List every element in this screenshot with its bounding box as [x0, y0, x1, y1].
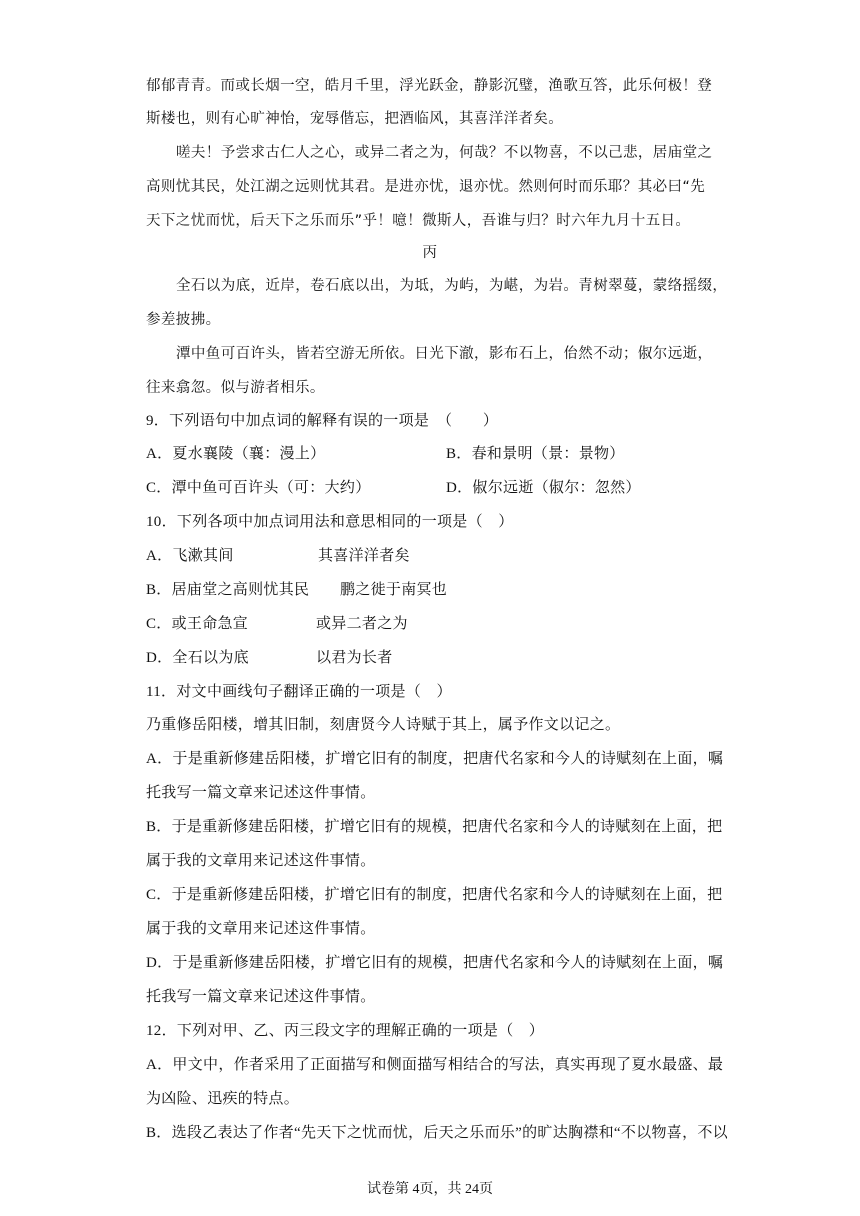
q11-stem: 11．对文中画线句子翻译正确的一项是（ ）	[146, 684, 452, 700]
q9-option-d: D．俶尔远逝（俶尔：忽然）	[446, 480, 641, 496]
q9-stem: 9．下列语句中加点词的解释有误的一项是 （ ）	[146, 413, 499, 429]
q9-option-a: A．夏水襄陵（襄：漫上）	[146, 446, 326, 462]
q11-option-c-line-2: 属于我的文章用来记述这件事情。	[146, 921, 376, 937]
q12-option-a-line-2: 为凶险、迅疾的特点。	[146, 1091, 300, 1107]
q10-option-b-left: B．居庙堂之高则忧其民	[146, 582, 310, 598]
q12-stem: 12．下列对甲、乙、丙三段文字的理解正确的一项是（ ）	[146, 1023, 545, 1039]
passage-bing-line-3: 潭中鱼可百许头，皆若空游无所依。日光下澈，影布石上，佁然不动；俶尔远逝，	[176, 346, 713, 362]
q10-option-a-left: A．飞漱其间	[146, 548, 234, 564]
q10-stem: 10．下列各项中加点词用法和意思相同的一项是（ ）	[146, 514, 514, 530]
passage-bing-heading: 丙	[422, 245, 438, 261]
q11-option-b-line-2: 属于我的文章用来记述这件事情。	[146, 853, 376, 869]
q10-option-b-right: 鹏之徙于南冥也	[340, 582, 448, 598]
q11-option-a-line-1: A．于是重新修建岳阳楼，扩增它旧有的制度，把唐代名家和今人的诗赋刻在上面，嘱	[146, 751, 724, 767]
page-footer: 试卷第 4页，共 24页	[367, 1182, 493, 1197]
q10-option-c-right: 或异二者之为	[316, 616, 408, 632]
q10-option-a-right: 其喜洋洋者矣	[318, 548, 410, 564]
q11-sentence: 乃重修岳阳楼，增其旧制，刻唐贤今人诗赋于其上，属予作文以记之。	[146, 717, 621, 733]
q11-option-d-line-1: D．于是重新修建岳阳楼，扩增它旧有的规模，把唐代名家和今人的诗赋刻在上面，嘱	[146, 955, 724, 971]
q9-option-c: C．潭中鱼可百许头（可：大约）	[146, 480, 371, 496]
q12-option-a-line-1: A．甲文中，作者采用了正面描写和侧面描写相结合的写法，真实再现了夏水最盛、最	[146, 1057, 724, 1073]
passage-bing-line-2: 参差披拂。	[146, 312, 221, 328]
q11-option-a-line-2: 托我写一篇文章来记述这件事情。	[146, 785, 376, 801]
q11-option-d-line-2: 托我写一篇文章来记述这件事情。	[146, 989, 376, 1005]
passage-yi-line-4: 高则忧其民，处江湖之远则忧其君。是进亦忧，退亦忧。然则何时而乐耶？其必曰“先	[146, 179, 706, 195]
q11-option-c-line-1: C．于是重新修建岳阳楼，扩增它旧有的制度，把唐代名家和今人的诗赋刻在上面，把	[146, 887, 723, 903]
passage-yi-line-5: 天下之忧而忧，后天下之乐而乐”乎！噫！微斯人，吾谁与归？时六年九月十五日。	[146, 213, 691, 229]
q12-option-b-line-1: B．选段乙表达了作者“先天下之忧而忧，后天之乐而乐”的旷达胸襟和“不以物喜，不以	[146, 1125, 728, 1141]
passage-yi-line-2: 斯楼也，则有心旷神怡，宠辱偕忘，把酒临风，其喜洋洋者矣。	[146, 111, 564, 127]
q9-option-b: B．春和景明（景：景物）	[446, 446, 625, 462]
q10-option-d-left: D．全石以为底	[146, 650, 249, 666]
passage-bing-line-4: 往来翕忽。似与游者相乐。	[146, 380, 325, 396]
passage-yi-line-3: 嗟夫！予尝求古仁人之心，或异二者之为，何哉？不以物喜，不以己悲，居庙堂之	[176, 145, 713, 161]
passage-bing-line-1: 全石以为底，近岸，卷石底以出，为坻，为屿，为嵁，为岩。青树翠蔓，蒙络摇缀，	[176, 278, 728, 294]
q10-option-d-right: 以君为长者	[316, 650, 393, 666]
passage-yi-line-1: 郁郁青青。而或长烟一空，皓月千里，浮光跃金，静影沉璧，渔歌互答，此乐何极！登	[146, 78, 713, 94]
q11-option-b-line-1: B．于是重新修建岳阳楼，扩增它旧有的规模，把唐代名家和今人的诗赋刻在上面，把	[146, 819, 723, 835]
q10-option-c-left: C．或王命急宣	[146, 616, 249, 632]
